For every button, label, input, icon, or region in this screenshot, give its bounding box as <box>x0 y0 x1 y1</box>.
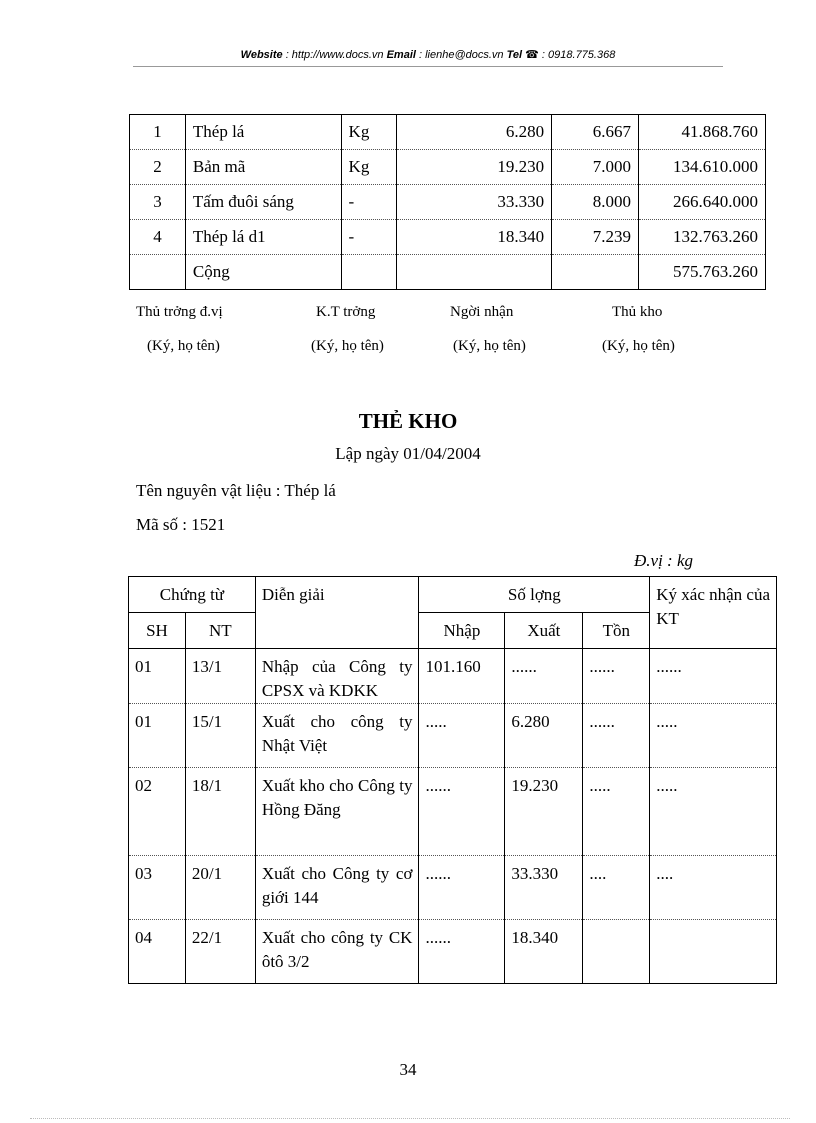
cell-name: Thép lá <box>185 115 341 150</box>
cell-desc: Xuất kho cho Công ty Hồng Đăng <box>255 768 419 856</box>
card-title: THẺ KHO <box>358 409 458 433</box>
header-description: Diễn giải <box>255 577 419 649</box>
cell-in: ...... <box>419 768 505 856</box>
signature-title-receiver: Ngời nhận <box>450 304 514 320</box>
cell-nt: 18/1 <box>185 768 255 856</box>
cell-price: 8.000 <box>552 185 639 220</box>
cell-out: 33.330 <box>505 856 583 920</box>
cell-desc: Xuất cho công ty Nhật Việt <box>255 704 419 768</box>
cell-amount: 266.640.000 <box>639 185 766 220</box>
table-row <box>130 185 766 220</box>
header-sh: SH <box>129 613 186 649</box>
cell-confirm <box>650 920 777 984</box>
cell-desc: Xuất cho công ty CK ôtô 3/2 <box>255 920 419 984</box>
cell-desc: Xuất cho Công ty cơ giới 144 <box>255 856 419 920</box>
materials-table <box>129 114 766 290</box>
cell-price: 7.239 <box>552 220 639 255</box>
table-row <box>130 255 766 290</box>
cell-out: 19.230 <box>505 768 583 856</box>
cell-sh: 01 <box>129 649 186 704</box>
cell-out: 18.340 <box>505 920 583 984</box>
cell-qty: 6.280 <box>397 115 552 150</box>
tel-number: ☎ : 0918.775.368 <box>525 49 616 61</box>
cell-stock: ..... <box>583 768 650 856</box>
cell-qty <box>397 255 552 290</box>
cell-unit: - <box>341 220 397 255</box>
cell-amount: 134.610.000 <box>639 150 766 185</box>
cell-stock: ...... <box>583 704 650 768</box>
cell-price: 7.000 <box>552 150 639 185</box>
cell-sh: 02 <box>129 768 186 856</box>
header-stock: Tồn <box>583 613 650 649</box>
header-quantity: Số lợng <box>419 577 650 613</box>
cell-sh: 03 <box>129 856 186 920</box>
cell-nt: 15/1 <box>185 704 255 768</box>
header-out: Xuất <box>505 613 583 649</box>
cell-stock <box>583 920 650 984</box>
cell-amount: 575.763.260 <box>639 255 766 290</box>
cell-no: 4 <box>130 220 186 255</box>
table-row <box>129 649 777 704</box>
cell-name: Tấm đuôi sáng <box>185 185 341 220</box>
signature-title-unit-head: Thủ trởng đ.vị <box>136 304 223 320</box>
cell-name: Thép lá d1 <box>185 220 341 255</box>
cell-amount: 132.763.260 <box>639 220 766 255</box>
header-divider <box>133 66 723 67</box>
signature-note-1: (Ký, họ tên) <box>147 338 220 354</box>
tel-label: Tel <box>506 49 523 61</box>
cell-stock: .... <box>583 856 650 920</box>
cell-confirm: ..... <box>650 704 777 768</box>
cell-in: ...... <box>419 920 505 984</box>
table-row <box>129 920 777 984</box>
cell-sh: 04 <box>129 920 186 984</box>
signature-note-2: (Ký, họ tên) <box>311 338 384 354</box>
signature-title-storekeeper: Thủ kho <box>612 304 663 320</box>
card-date: Lập ngày 01/04/2004 <box>335 444 481 463</box>
table-row <box>130 115 766 150</box>
stock-card-table <box>128 576 777 984</box>
cell-in: 101.160 <box>419 649 505 704</box>
cell-desc: Nhập của Công ty CPSX và KDKK <box>255 649 419 704</box>
signature-note-4: (Ký, họ tên) <box>602 338 675 354</box>
cell-unit: Kg <box>341 115 397 150</box>
table-row <box>129 704 777 768</box>
table-row <box>130 220 766 255</box>
cell-qty: 18.340 <box>397 220 552 255</box>
material-code: Mã số : 1521 <box>136 515 226 534</box>
cell-out: 6.280 <box>505 704 583 768</box>
unit-label: Đ.vị : kg <box>634 551 694 570</box>
cell-sh: 01 <box>129 704 186 768</box>
cell-price: 6.667 <box>552 115 639 150</box>
cell-qty: 19.230 <box>397 150 552 185</box>
cell-nt: 13/1 <box>185 649 255 704</box>
cell-no: 1 <box>130 115 186 150</box>
cell-unit <box>341 255 397 290</box>
page-header <box>133 48 723 61</box>
footer-divider <box>30 1118 790 1119</box>
cell-no: 2 <box>130 150 186 185</box>
signature-title-chief-accountant: K.T trởng <box>316 304 376 320</box>
email-address: : lienhe@docs.vn <box>419 49 504 61</box>
cell-nt: 22/1 <box>185 920 255 984</box>
cell-confirm: ...... <box>650 649 777 704</box>
website-label: Website <box>240 49 283 61</box>
cell-price <box>552 255 639 290</box>
cell-qty: 33.330 <box>397 185 552 220</box>
header-confirmation: Ký xác nhận của KT <box>650 577 777 649</box>
header-voucher: Chứng từ <box>129 577 256 613</box>
website-url: : http://www.docs.vn <box>285 49 384 61</box>
cell-unit: Kg <box>341 150 397 185</box>
material-name: Tên nguyên vật liệu : Thép lá <box>136 481 336 500</box>
page-number: 34 <box>399 1060 417 1079</box>
cell-confirm: ..... <box>650 768 777 856</box>
cell-in: ..... <box>419 704 505 768</box>
cell-amount: 41.868.760 <box>639 115 766 150</box>
cell-name: Cộng <box>185 255 341 290</box>
table-row <box>129 856 777 920</box>
cell-no: 3 <box>130 185 186 220</box>
cell-out: ...... <box>505 649 583 704</box>
cell-confirm: .... <box>650 856 777 920</box>
cell-stock: ...... <box>583 649 650 704</box>
signature-note-3: (Ký, họ tên) <box>453 338 526 354</box>
table-row <box>130 150 766 185</box>
cell-name: Bản mã <box>185 150 341 185</box>
cell-no <box>130 255 186 290</box>
header-in: Nhập <box>419 613 505 649</box>
cell-in: ...... <box>419 856 505 920</box>
email-label: Email <box>386 49 416 61</box>
cell-nt: 20/1 <box>185 856 255 920</box>
cell-unit: - <box>341 185 397 220</box>
header-nt: NT <box>185 613 255 649</box>
table-row <box>129 768 777 856</box>
